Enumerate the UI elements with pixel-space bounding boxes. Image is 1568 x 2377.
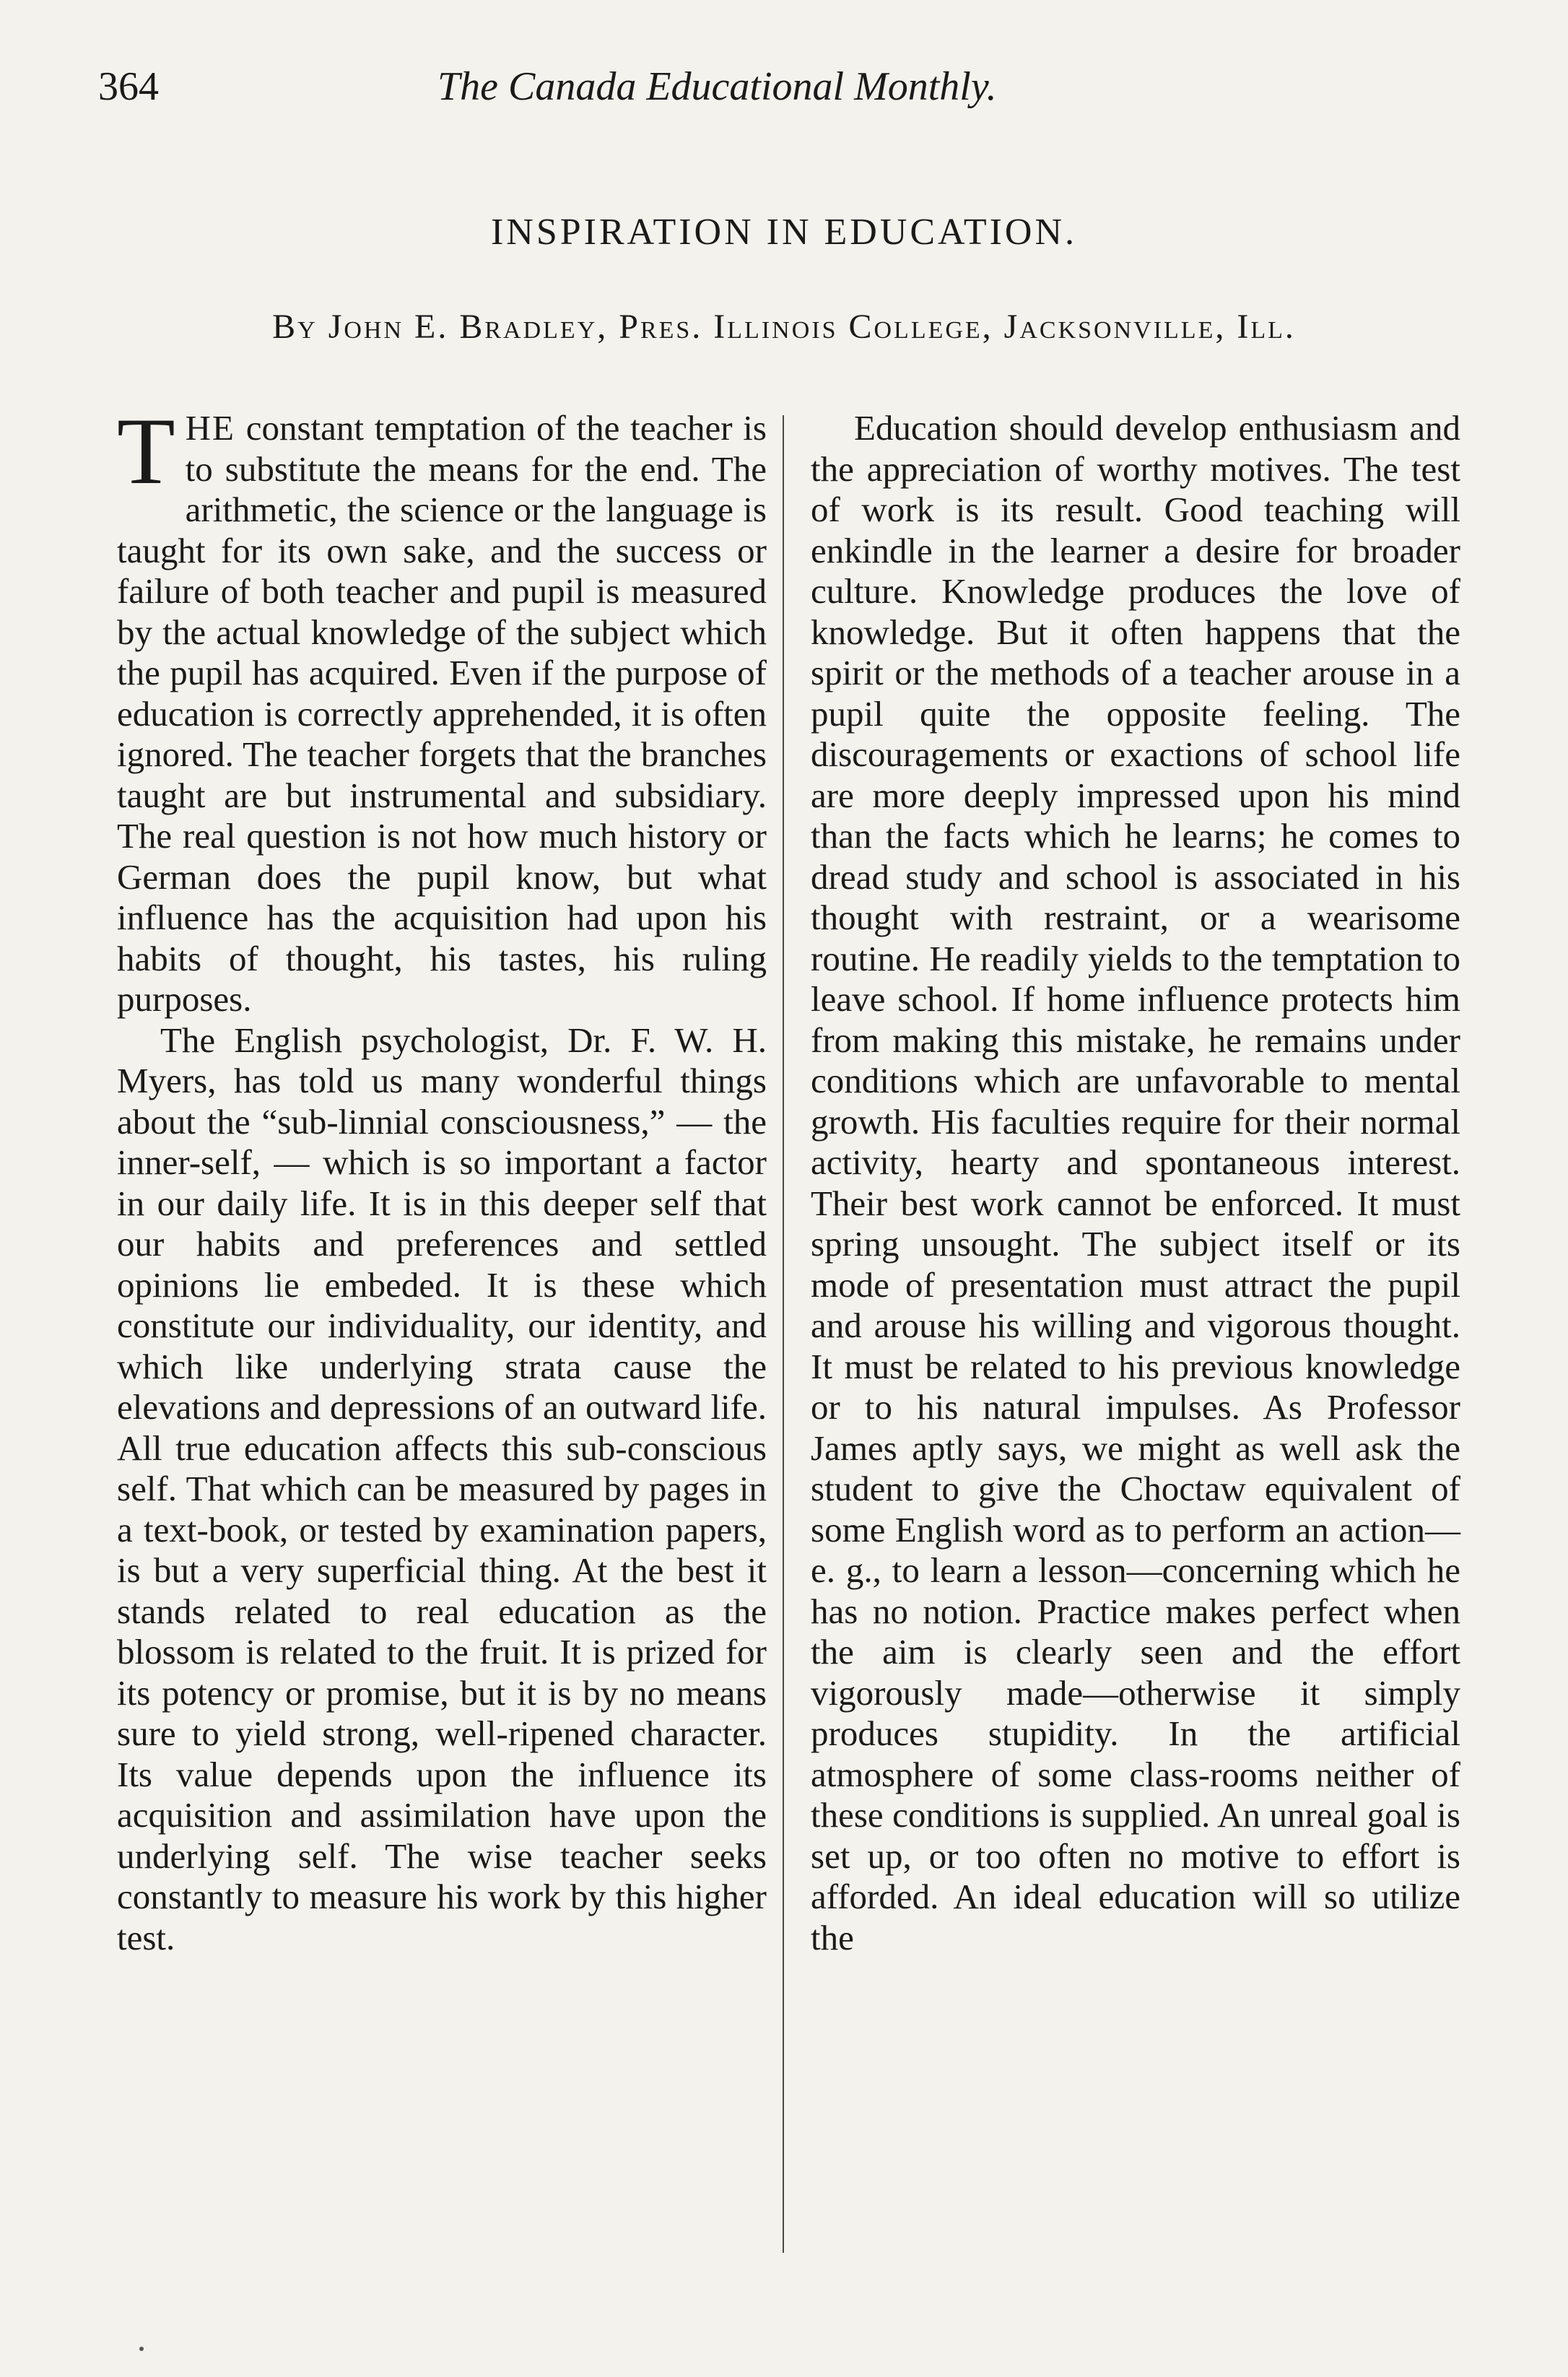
left-paragraph-2: The English psychologist, Dr. F. W. H. Myers, has told us many wonderful things about the “sub-linnial consciousness,” — the inner-self, — which is so important a factor in our daily life. It is in this deeper self that our habits and preferences and settled opinions lie embeded. It is these which constitute our individuality, our identity, and which like underlying strata cause the elevations and depressions of an outward life. All true education affects this sub-conscious self. That which can be measured by pages in a text-book, or tested by examination papers, is but a very superficial thing. At the best it stands related to real education as the blossom is related to the fruit. It is prized for its potency or promise, but it is by no means sure to yield strong, well-ripened character. Its value depends upon the influence its acquisition and assimilation have upon the underlying self. The wise teacher seeks constantly to measure his work by this higher test.: [117, 1020, 767, 1957]
left-paragraph-1: [117, 398, 767, 1020]
right-column: [811, 408, 1460, 1958]
journal-title: The Canada Educational Monthly.: [437, 64, 997, 109]
drop-cap: T: [117, 398, 175, 504]
left-paragraph-1-text: constant temptation of the teacher is to substitute the means for the end. The arithmetic, the science or the language is taught for its own sake, and the success or failure of both teacher and pupil is measured by the actual knowledge of the subject which the pupil has acquired. Even if the purpose of education is correctly apprehended, it is often ignored. The teacher forgets that the branches taught are but instrumental and subsidiary. The real question is not how much history or German does the pupil know, but what influence has the acquisition had upon his habits of thought, his tastes, his ruling purposes.: [117, 408, 767, 1019]
page-speck: [139, 2347, 144, 2351]
lead-word: HE: [185, 408, 235, 448]
left-column: [117, 398, 767, 1958]
running-head: [98, 64, 1470, 129]
article-title: INSPIRATION IN EDUCATION.: [490, 212, 1078, 253]
column-rule: [783, 415, 784, 2253]
right-paragraph-1: Education should develop enthusiasm and the appreciation of worthy motives. The test of work is its result. Good teaching will enkindle in the learner a desire for broader culture. Knowledge produces the love of knowledge. But it often happens that the spirit or the methods of a teacher arouse in a pupil quite the opposite feeling. The discouragements or exactions of school life are more deeply impressed upon his mind than the facts which he learns; he comes to dread study and school is associated in his thought with restraint, or a wearisome routine. He readily yields to the temptation to leave school. If home influence protects him from making this mistake, he remains under conditions which are unfavorable to mental growth. His faculties require for their normal activity, hearty and spontaneous interest. Their best work cannot be enforced. It must spring unsought. The subject itself or its mode of presentation must attract the pupil and arouse his willing and vigorous thought. It must be related to his previous knowledge or to his natural impulses. As Professor James aptly says, we might as well ask the student to give the Choctaw equivalent of some English word as to perform an action—e. g., to learn a lesson—concerning which he has no notion. Practice makes perfect when the aim is clearly seen and the effort vigorously made—otherwise it simply produces stupidity. In the artificial atmosphere of some class-rooms neither of these conditions is supplied. An unreal goal is set up, or too often no motive to effort is afforded. An ideal education will so utilize the: [811, 408, 1460, 1957]
page-number: 364: [98, 64, 159, 109]
article-byline: By John E. Bradley, Pres. Illinois College, Jacksonville, Ill.: [272, 308, 1296, 346]
